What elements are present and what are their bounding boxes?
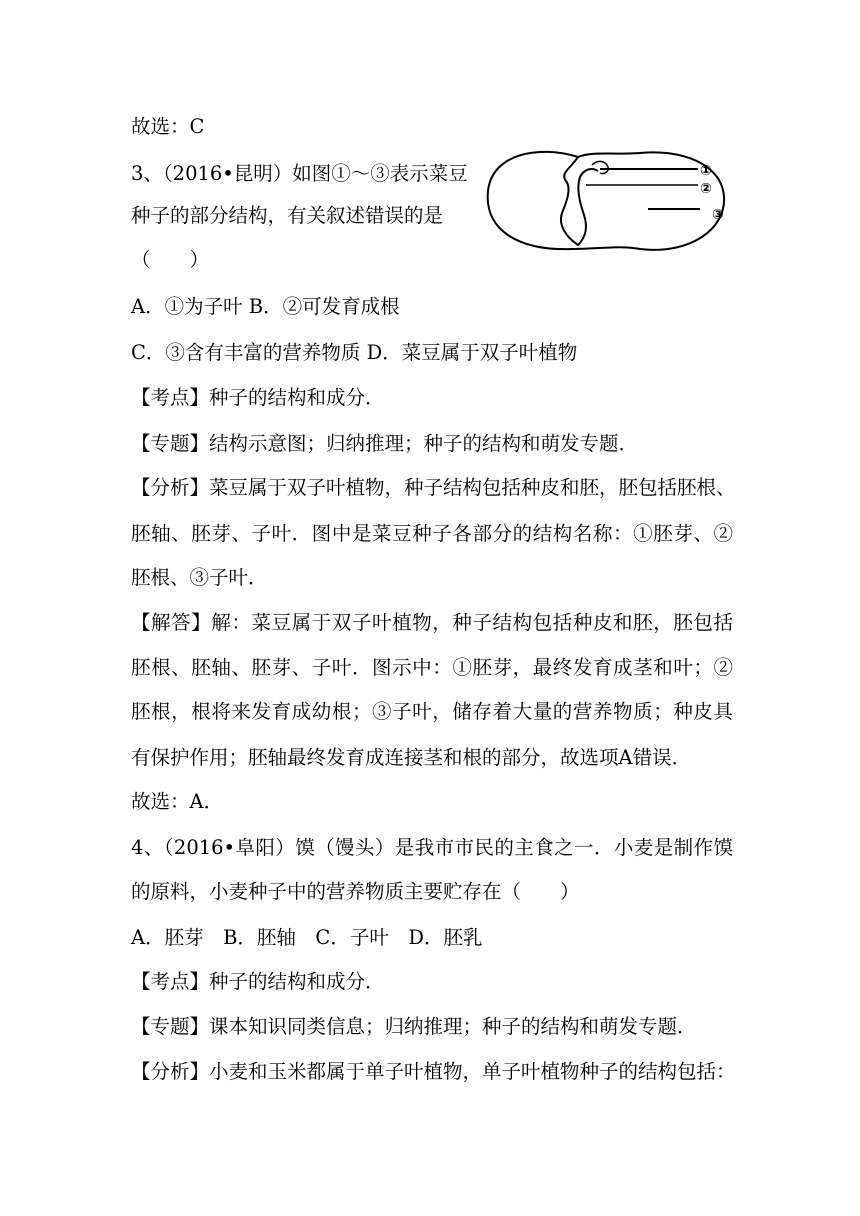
fenxi-line: 胚根、③子叶．: [131, 566, 268, 589]
seed-outline: [488, 152, 724, 250]
plumule-outline: [592, 161, 608, 173]
jieda-line: 有保护作用；胚轴最终发育成连接茎和根的部分，故选项A错误．: [131, 746, 692, 769]
question-3-options: A．①为子叶 B．②可发育成根: [131, 295, 400, 318]
question-3-stem: 3、（2016•昆明）如图①～③表示菜豆: [131, 162, 468, 185]
fenxi-line: 【分析】菜豆属于双子叶植物，种子结构包括种皮和胚，胚包括胚根、: [131, 476, 736, 499]
question-3-options: C．③含有丰富的营养物质 D．菜豆属于双子叶植物: [131, 341, 578, 364]
embryo-outline: [561, 157, 598, 245]
answer-line: 故选：A．: [131, 790, 224, 813]
question-3-stem: 种子的部分结构，有关叙述错误的是: [131, 204, 444, 227]
zhuanti-line: 【专题】结构示意图；归纳推理；种子的结构和萌发专题．: [131, 432, 639, 455]
question-4-options: A．胚芽 B．胚轴 C．子叶 D．胚乳: [131, 926, 483, 949]
figure-label-2: ②: [700, 181, 712, 197]
question-3-blank: （ ）: [131, 248, 210, 271]
figure-label-3: ③: [712, 207, 724, 223]
jieda-line: 胚根，根将来发育成幼根；③子叶，储存着大量的营养物质；种皮具: [131, 700, 733, 723]
text-line: 故选：C: [131, 115, 205, 138]
kaodian-line: 【考点】种子的结构和成分．: [131, 970, 385, 993]
bean-seed-diagram: [480, 145, 740, 257]
fenxi-line: 【分析】小麦和玉米都属于单子叶植物，单子叶植物种子的结构包括：: [131, 1060, 736, 1083]
jieda-line: 胚根、胚轴、胚芽、子叶．图示中：①胚芽，最终发育成茎和叶；②: [131, 656, 733, 679]
figure-label-1: ①: [700, 163, 712, 179]
zhuanti-line: 【专题】课本知识同类信息；归纳推理；种子的结构和萌发专题．: [131, 1015, 697, 1038]
fenxi-line: 胚轴、胚芽、子叶．图中是菜豆种子各部分的结构名称：①胚芽、②: [131, 522, 733, 545]
question-4-stem: 的原料，小麦种子中的营养物质主要贮存在（ ）: [131, 880, 580, 903]
kaodian-line: 【考点】种子的结构和成分．: [131, 386, 385, 409]
question-4-stem: 4、（2016•阜阳）馍（馒头）是我市市民的主食之一．小麦是制作馍: [131, 836, 733, 859]
jieda-line: 【解答】解：菜豆属于双子叶植物，种子结构包括种皮和胚，胚包括: [131, 611, 733, 634]
